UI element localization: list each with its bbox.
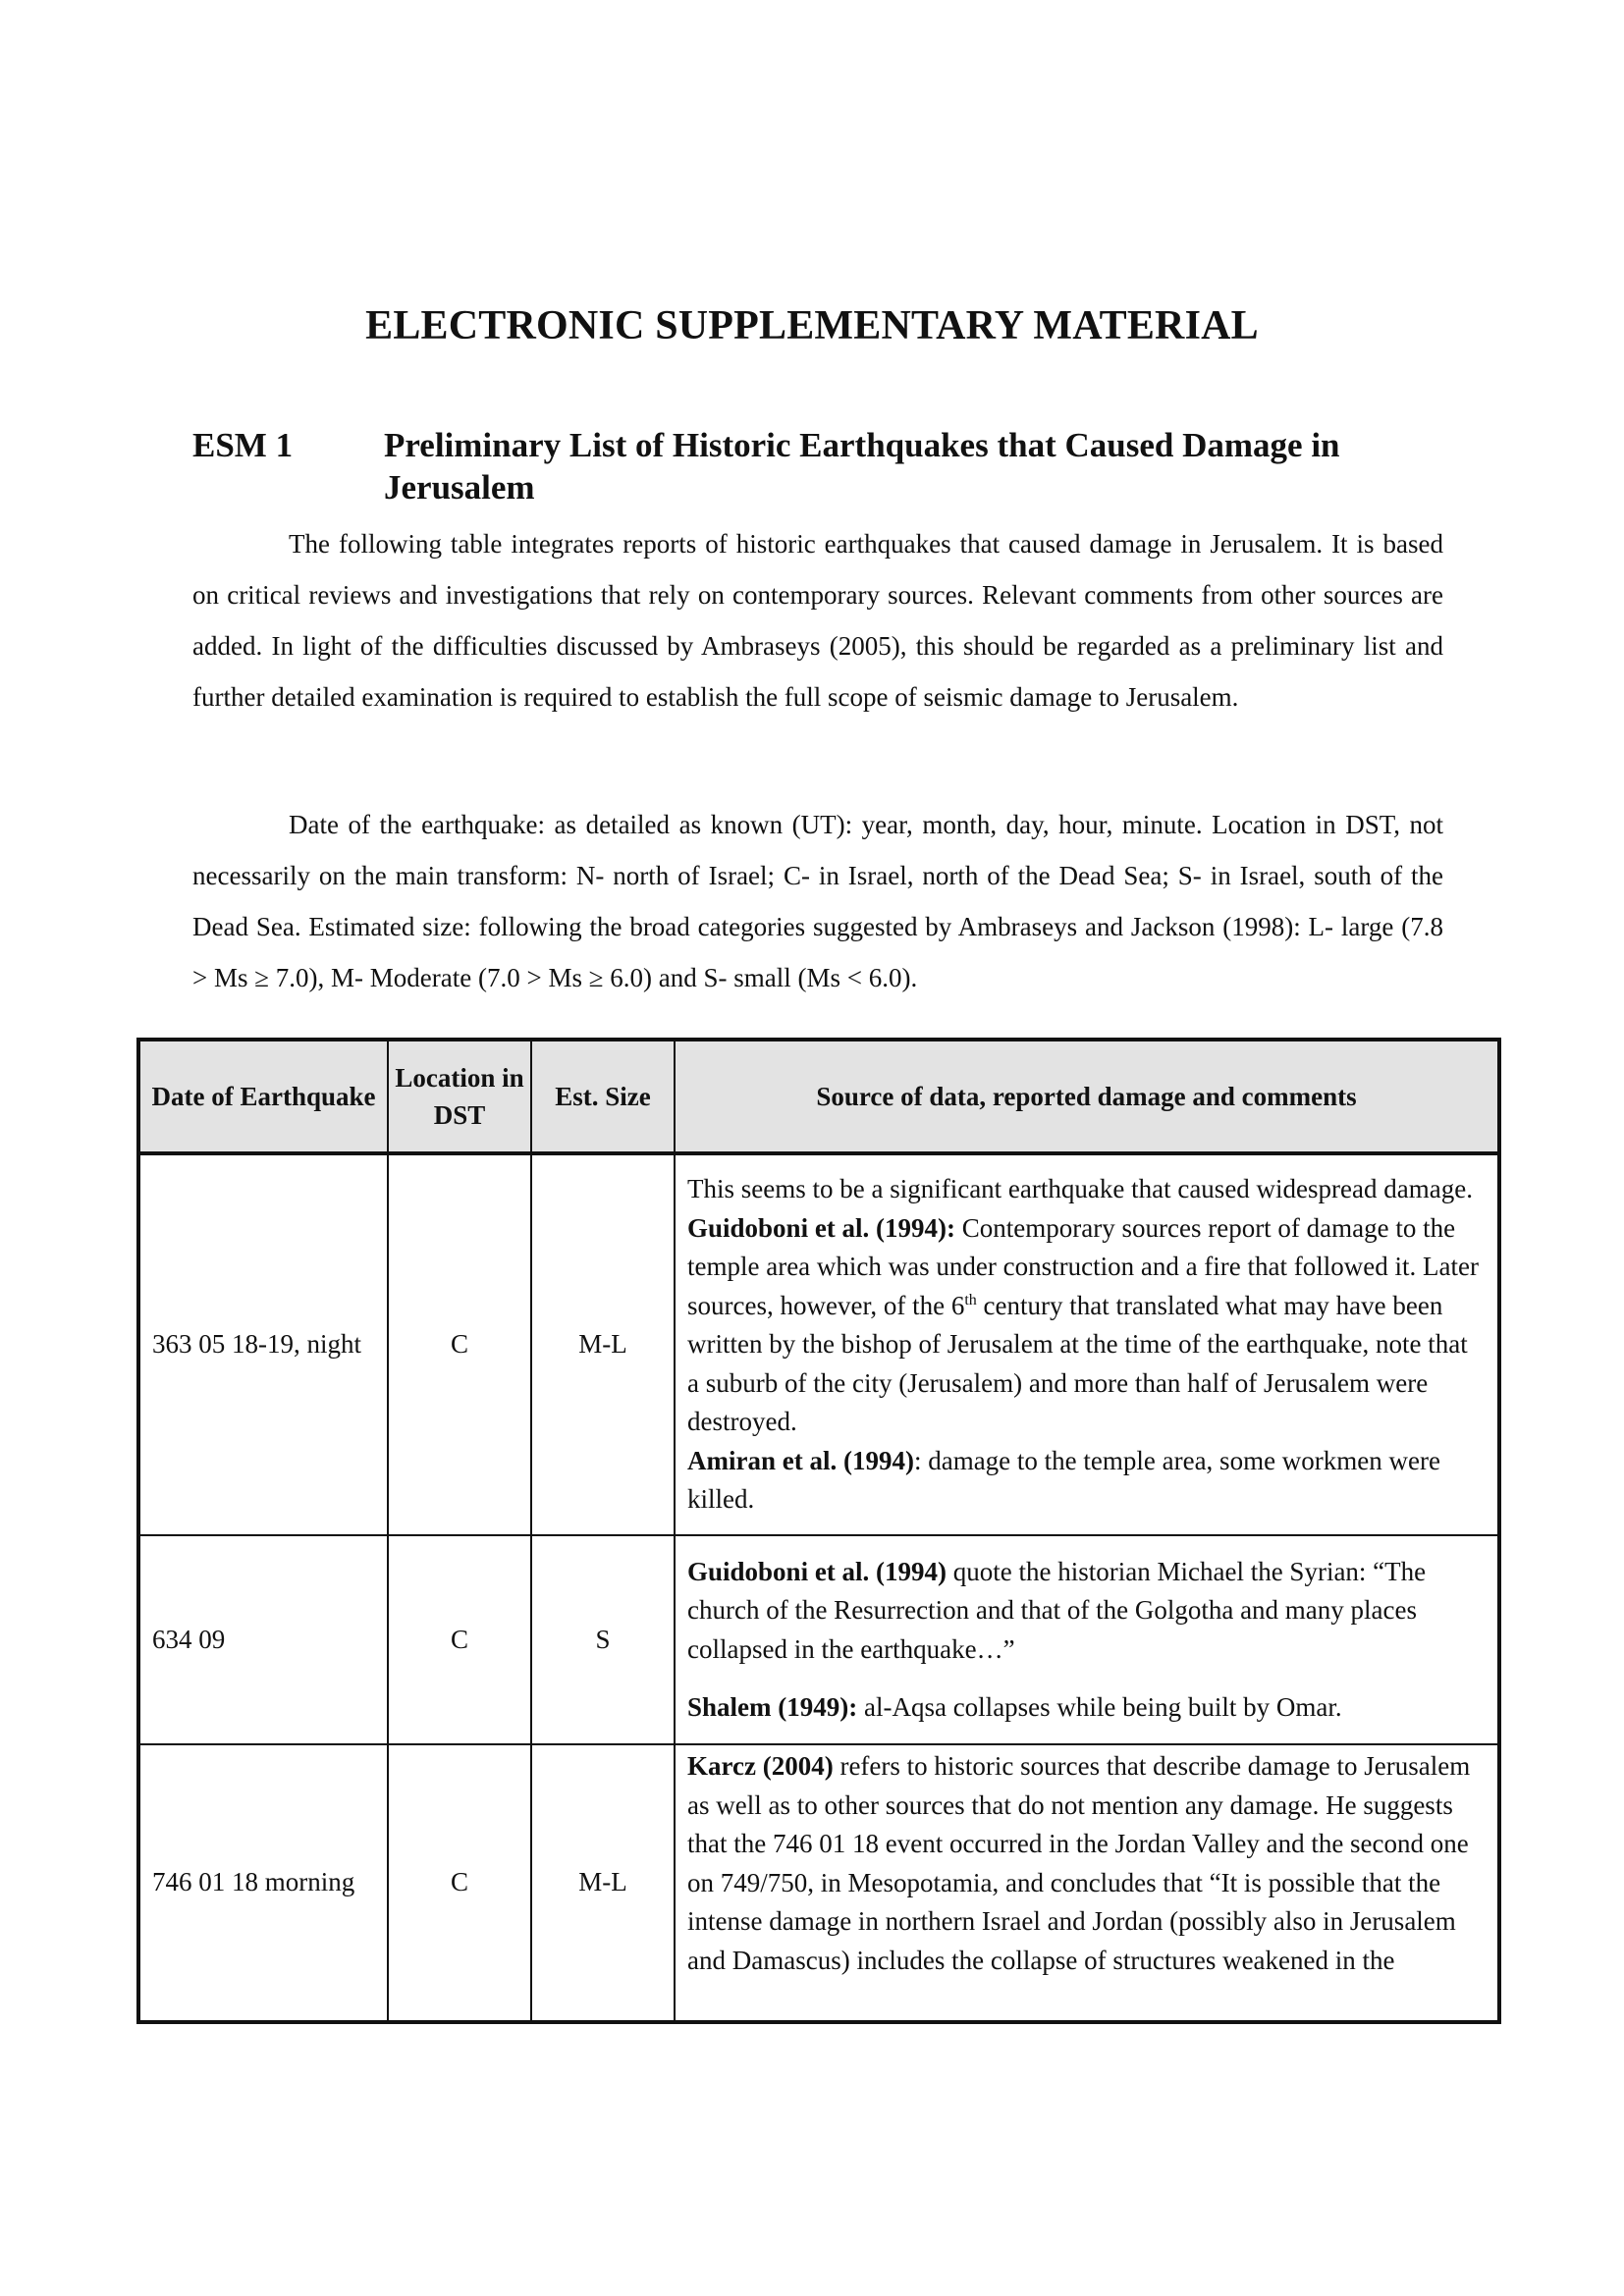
location-cell: C	[388, 1535, 531, 1744]
table-row	[138, 1744, 1499, 2022]
date-cell: 746 01 18 morning	[138, 1744, 388, 2022]
date-cell: 634 09	[138, 1535, 388, 1744]
ordinal-superscript: th	[964, 1291, 977, 1308]
earthquake-table	[136, 1038, 1501, 2024]
source-citation: Guidoboni et al. (1994)	[687, 1556, 947, 1586]
table-header-row	[138, 1040, 1499, 1153]
section-number: ESM 1	[192, 426, 294, 464]
header-date: Date of Earthquake	[138, 1040, 388, 1153]
header-size: Est. Size	[531, 1040, 675, 1153]
source-citation: Amiran et al. (1994)	[687, 1445, 914, 1475]
source-cell	[675, 1153, 1499, 1535]
table-row	[138, 1535, 1499, 1744]
location-cell: C	[388, 1153, 531, 1535]
legend-paragraph: Date of the earthquake: as detailed as known (UT): year, month, day, hour, minute. Location in DST, not necessarily on the main transform: N- north of Israel; C- in Israel, north of the Dead Sea; S- in Israel, south of the Dead Sea. Estimated size: following the broad categories suggested by Ambraseys and Jackson (1998): L- large (7.8 > Ms ≥ 7.0), M- Moderate (7.0 > Ms ≥ 6.0) and S- small (Ms < 6.0).	[192, 810, 1443, 992]
header-source: Source of data, reported damage and comments	[675, 1040, 1499, 1153]
document-title: ELECTRONIC SUPPLEMENTARY MATERIAL	[365, 303, 1259, 348]
size-cell: M-L	[531, 1153, 675, 1535]
source-text-run: Contemporary sources report of damage to the temple area which was under construction and a fire that followed it. Later sources, however, of the 6	[687, 1212, 1479, 1320]
intro-paragraph: The following table integrates reports of historic earthquakes that caused damage in Jerusalem. It is based on critical reviews and investigations that rely on contemporary sources. Relevant comments from other sources are added. In light of the difficulties discussed by Ambraseys (2005), this should be regarded as a preliminary list and further detailed examination is required to establish the full scope of seismic damage to Jerusalem.	[192, 529, 1443, 712]
source-citation: Karcz (2004)	[687, 1751, 834, 1781]
source-text-run: : damage to the temple area, some workmen were killed.	[687, 1445, 1440, 1515]
source-citation: Guidoboni et al. (1994):	[687, 1212, 956, 1243]
source-cell	[675, 1535, 1499, 1744]
source-text-run: quote the historian Michael the Syrian: “The church of the Resurrection and that of the Golgotha and many places collapsed in the earthquake…”	[687, 1556, 1427, 1664]
source-cell	[675, 1744, 1499, 2022]
size-cell: S	[531, 1535, 675, 1744]
source-text-run: al-Aqsa collapses while being built by Omar.	[857, 1692, 1342, 1722]
section-title: Preliminary List of Historic Earthquakes that Caused Damage in Jerusalem	[384, 426, 1340, 507]
source-text	[687, 1747, 1486, 1980]
source-text-run: This seems to be a significant earthquake that caused widespread damage.	[687, 1174, 1473, 1204]
source-text-run: century that translated what may have been written by the bishop of Jerusalem at the time of the earthquake, note that a suburb of the city (Jerusalem) and more than half of Jerusalem were destroyed.	[687, 1290, 1468, 1437]
table-row	[138, 1153, 1499, 1535]
source-text	[687, 1553, 1486, 1670]
header-location: Location in DST	[388, 1040, 531, 1153]
date-cell: 363 05 18-19, night	[138, 1153, 388, 1535]
location-cell: C	[388, 1744, 531, 2022]
source-text	[687, 1170, 1486, 1520]
source-citation: Shalem (1949):	[687, 1692, 858, 1722]
source-text-run: refers to historic sources that describe damage to Jerusalem as well as to other sources that do not mention any damage. He suggests that the 746 01 18 event occurred in the Jordan Valley and the second one on 749/750, in Mesopotamia, and concludes that “It is possible that the intense damage in northern Israel and Jordan (possibly also in Jerusalem and Damascus) includes the collapse of structures weakened in the	[687, 1751, 1471, 1975]
size-cell: M-L	[531, 1744, 675, 2022]
source-text	[687, 1688, 1486, 1728]
